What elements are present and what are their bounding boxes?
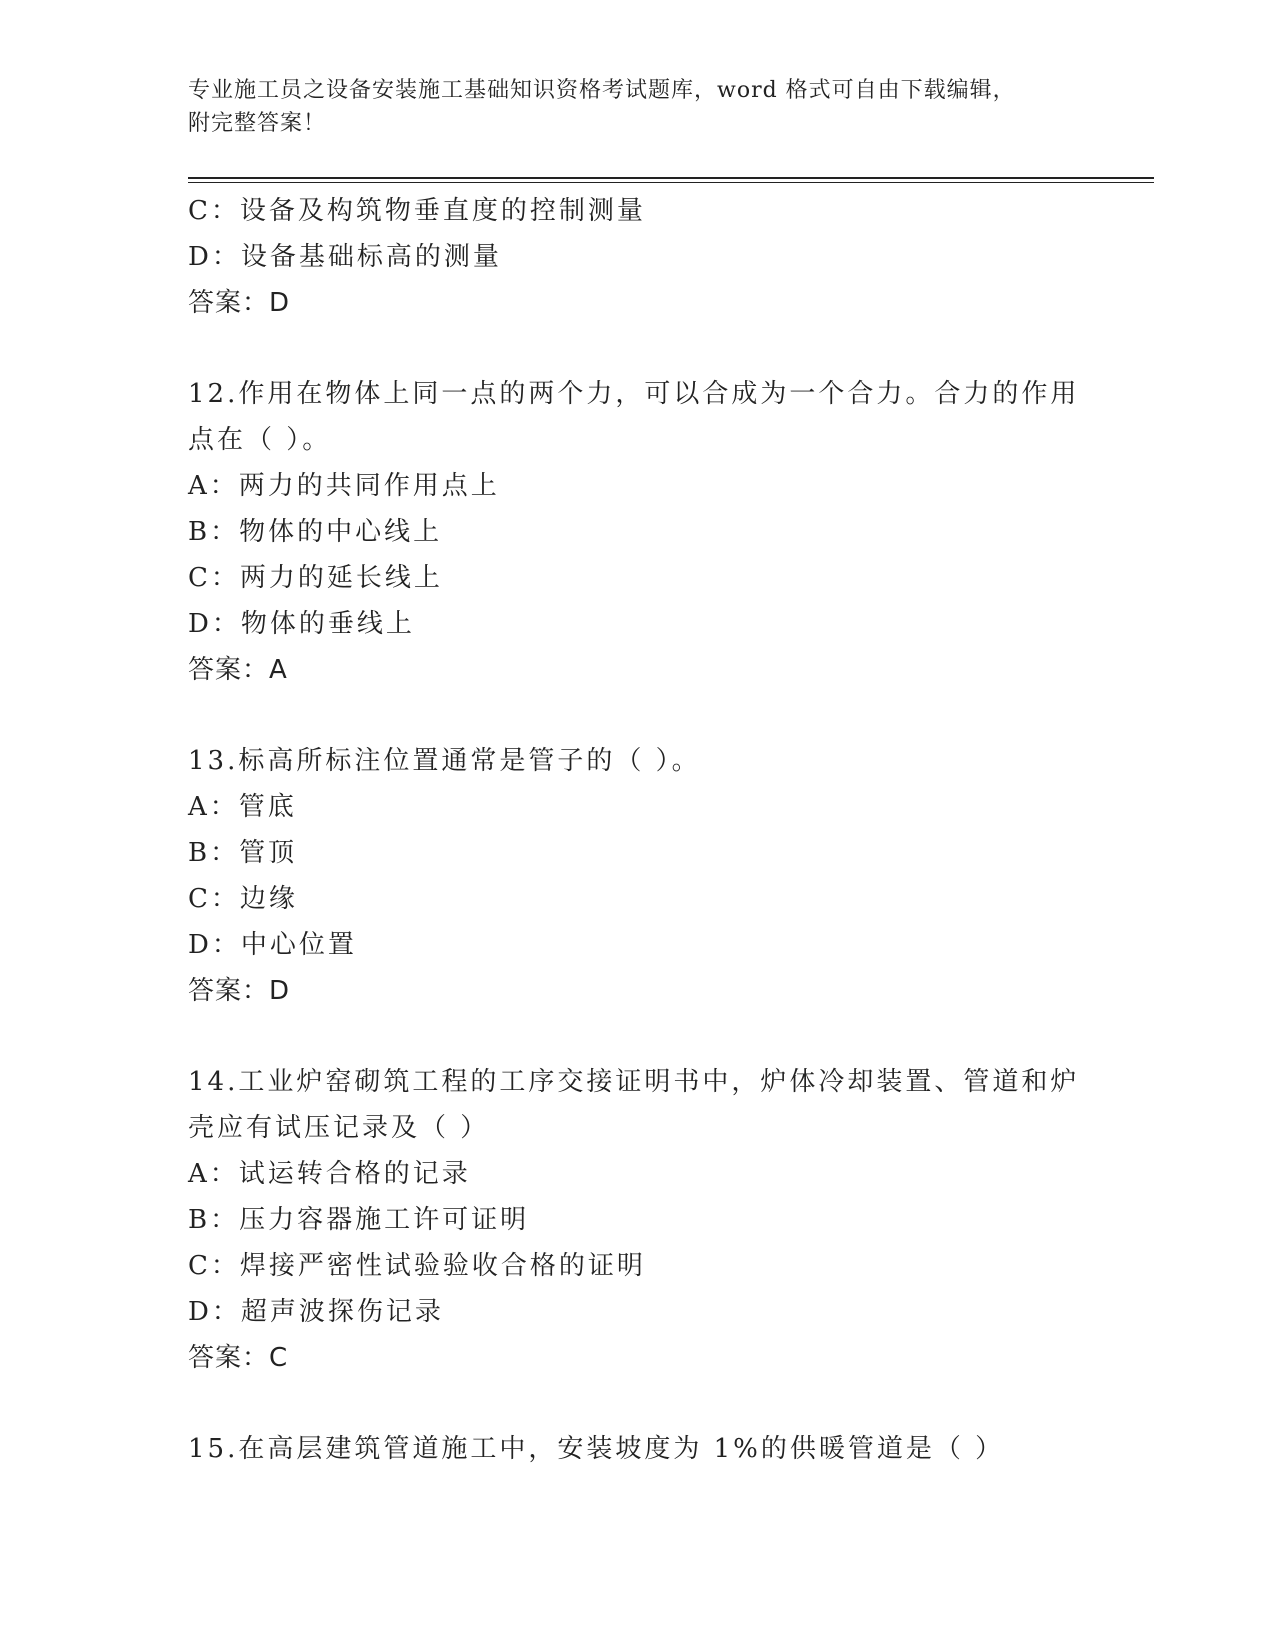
option-a: A：试运转合格的记录 bbox=[188, 1159, 471, 1189]
option-d: D：物体的垂线上 bbox=[188, 609, 415, 639]
option-a: A：两力的共同作用点上 bbox=[188, 471, 500, 501]
header-text-line-1: 专业施工员之设备安装施工基础知识资格考试题库，word 格式可自由下载编辑， bbox=[188, 78, 1016, 103]
option-b: B：管顶 bbox=[188, 838, 298, 868]
question-stem-line: 12.作用在物体上同一点的两个力，可以合成为一个合力。合力的作用 bbox=[188, 379, 1080, 409]
question-stem-line: 14.工业炉窑砌筑工程的工序交接证明书中，炉体冷却装置、管道和炉 bbox=[188, 1067, 1080, 1097]
option-b: B：压力容器施工许可证明 bbox=[188, 1205, 530, 1235]
answer-line: 答案：C bbox=[188, 1343, 289, 1373]
spacer bbox=[188, 693, 1088, 738]
option-c: C：两力的延长线上 bbox=[188, 563, 443, 593]
header-text-line-2: 附完整答案！ bbox=[188, 111, 327, 136]
answer-line: 答案：D bbox=[188, 288, 291, 318]
option-b: B：物体的中心线上 bbox=[188, 517, 443, 547]
spacer bbox=[188, 326, 1088, 371]
header-divider-thick bbox=[188, 177, 1154, 179]
header-divider-thin bbox=[188, 182, 1154, 183]
option-c: C：焊接严密性试验验收合格的证明 bbox=[188, 1251, 646, 1281]
option-d: D：中心位置 bbox=[188, 930, 357, 960]
question-15 bbox=[188, 1426, 1088, 1472]
option-c: C：设备及构筑物垂直度的控制测量 bbox=[188, 196, 646, 226]
question-stem-line: 13.标高所标注位置通常是管子的（ ）。 bbox=[188, 746, 701, 776]
spacer bbox=[188, 1014, 1088, 1059]
document-header bbox=[188, 74, 1088, 140]
question-13 bbox=[188, 738, 1088, 1014]
question-continued bbox=[188, 188, 1088, 326]
question-stem-line: 壳应有试压记录及（ ） bbox=[188, 1113, 490, 1143]
question-stem-line: 15.在高层建筑管道施工中，安装坡度为 1%的供暖管道是（ ） bbox=[188, 1434, 1005, 1464]
option-a: A：管底 bbox=[188, 792, 297, 822]
option-c: C：边缘 bbox=[188, 884, 298, 914]
question-14 bbox=[188, 1059, 1088, 1381]
question-12 bbox=[188, 371, 1088, 693]
option-d: D：超声波探伤记录 bbox=[188, 1297, 444, 1327]
question-stem-line: 点在（ ）。 bbox=[188, 425, 332, 455]
option-d: D：设备基础标高的测量 bbox=[188, 242, 502, 272]
answer-line: 答案：A bbox=[188, 655, 288, 685]
answer-line: 答案：D bbox=[188, 976, 291, 1006]
question-list bbox=[188, 188, 1088, 1472]
spacer bbox=[188, 1381, 1088, 1426]
